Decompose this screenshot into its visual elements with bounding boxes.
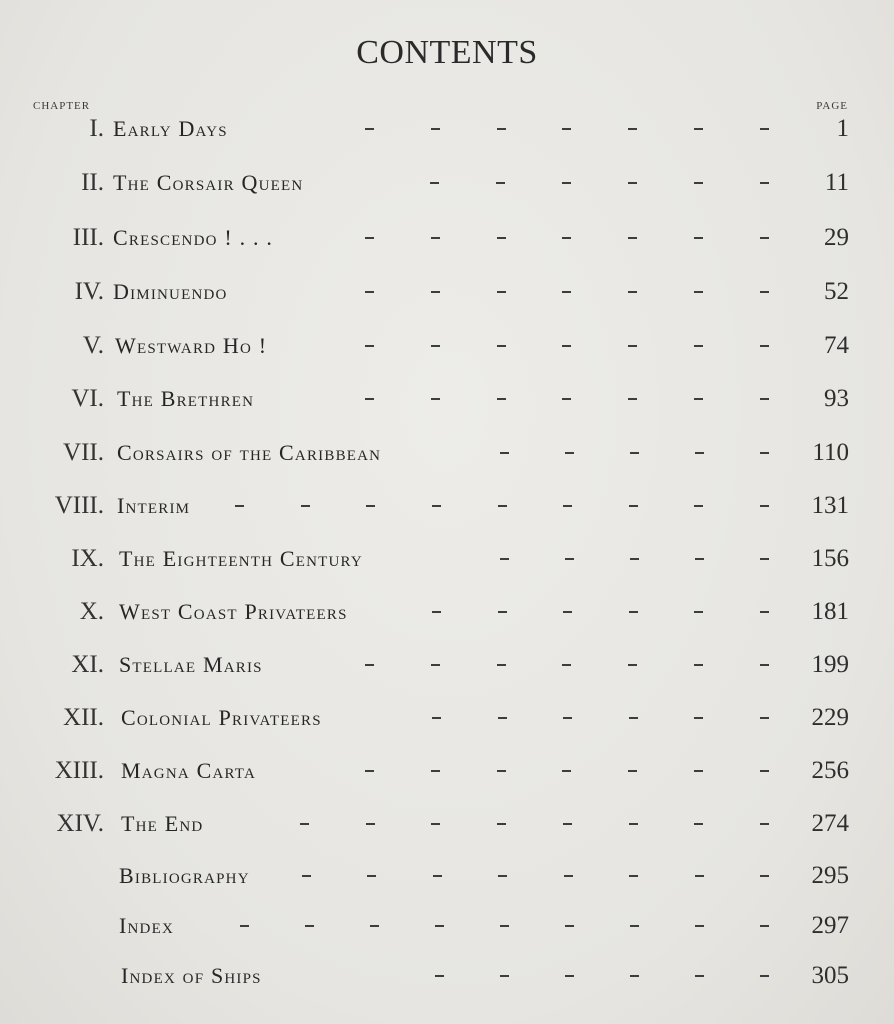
leader-dash bbox=[694, 770, 703, 772]
leader-dash bbox=[695, 875, 704, 877]
page-number: 156 bbox=[811, 545, 849, 572]
leader-dash bbox=[695, 975, 704, 977]
toc-entry bbox=[0, 276, 894, 316]
leader-dash bbox=[760, 237, 769, 239]
leader-dash bbox=[760, 452, 769, 454]
dot-leaders bbox=[432, 702, 769, 734]
page-number: 1 bbox=[836, 115, 849, 142]
chapter-numeral: X. bbox=[79, 598, 104, 625]
page-number: 29 bbox=[824, 224, 849, 251]
leader-dash bbox=[628, 182, 637, 184]
leader-dash bbox=[760, 398, 769, 400]
leader-dash bbox=[694, 291, 703, 293]
leader-dash bbox=[365, 128, 374, 130]
chapter-numeral: XIV. bbox=[56, 810, 104, 837]
dot-leaders bbox=[240, 910, 769, 942]
leader-dash bbox=[500, 925, 509, 927]
leader-dash bbox=[500, 558, 509, 560]
dot-leaders bbox=[365, 383, 769, 415]
leader-dash bbox=[500, 452, 509, 454]
leader-dash bbox=[562, 345, 571, 347]
leader-dash bbox=[498, 611, 507, 613]
leader-dash bbox=[630, 558, 639, 560]
page-number: 131 bbox=[811, 492, 849, 519]
leader-dash bbox=[628, 345, 637, 347]
leader-dash bbox=[760, 128, 769, 130]
leader-dash bbox=[565, 558, 574, 560]
leader-dash bbox=[430, 182, 439, 184]
leader-dash bbox=[365, 770, 374, 772]
leader-dash bbox=[629, 505, 638, 507]
leader-dash bbox=[497, 823, 506, 825]
leader-dash bbox=[629, 823, 638, 825]
leader-dash bbox=[240, 925, 249, 927]
chapter-numeral: III. bbox=[72, 224, 104, 251]
leader-dash bbox=[760, 345, 769, 347]
leader-dash bbox=[563, 717, 572, 719]
page-number: 295 bbox=[811, 862, 849, 889]
leader-dash bbox=[562, 182, 571, 184]
entry-title: Crescendo ! . . . bbox=[113, 225, 274, 250]
leader-dash bbox=[760, 664, 769, 666]
dot-leaders bbox=[235, 490, 769, 522]
dot-leaders bbox=[365, 113, 769, 145]
leader-dash bbox=[564, 875, 573, 877]
leader-dash bbox=[760, 505, 769, 507]
leader-dash bbox=[760, 925, 769, 927]
leader-dash bbox=[629, 717, 638, 719]
page-number: 229 bbox=[811, 704, 849, 731]
leader-dash bbox=[694, 398, 703, 400]
page-number: 274 bbox=[811, 810, 849, 837]
dot-leaders bbox=[500, 437, 769, 469]
leader-dash bbox=[498, 505, 507, 507]
page-number: 93 bbox=[824, 385, 849, 412]
leader-dash bbox=[562, 237, 571, 239]
page-title: CONTENTS bbox=[356, 34, 538, 71]
chapter-numeral: XII. bbox=[63, 704, 104, 731]
leader-dash bbox=[629, 611, 638, 613]
leader-dash bbox=[497, 664, 506, 666]
dot-leaders bbox=[365, 330, 769, 362]
chapter-numeral: XI. bbox=[71, 651, 104, 678]
leader-dash bbox=[628, 128, 637, 130]
toc-entry bbox=[0, 490, 894, 530]
leader-dash bbox=[562, 128, 571, 130]
toc-entry bbox=[0, 543, 894, 583]
leader-dash bbox=[562, 664, 571, 666]
leader-dash bbox=[432, 505, 441, 507]
leader-dash bbox=[497, 237, 506, 239]
leader-dash bbox=[694, 611, 703, 613]
chapter-numeral: IV. bbox=[74, 278, 104, 305]
leader-dash bbox=[760, 875, 769, 877]
page-number: 297 bbox=[811, 912, 849, 939]
entry-title: The Corsair Queen bbox=[113, 170, 304, 195]
leader-dash bbox=[694, 717, 703, 719]
entry-title: Index bbox=[119, 913, 174, 938]
leader-dash bbox=[431, 823, 440, 825]
leader-dash bbox=[694, 823, 703, 825]
toc-entry bbox=[0, 808, 894, 848]
leader-dash bbox=[760, 182, 769, 184]
leader-dash bbox=[630, 975, 639, 977]
dot-leaders bbox=[365, 276, 769, 308]
page-number: 181 bbox=[811, 598, 849, 625]
leader-dash bbox=[630, 925, 639, 927]
leader-dash bbox=[694, 664, 703, 666]
entry-title: Early Days bbox=[113, 116, 228, 141]
leader-dash bbox=[563, 611, 572, 613]
leader-dash bbox=[628, 291, 637, 293]
leader-dash bbox=[562, 398, 571, 400]
leader-dash bbox=[431, 291, 440, 293]
entry-title: Westward Ho ! bbox=[115, 333, 268, 358]
entry-title: The Eighteenth Century bbox=[119, 546, 363, 571]
leader-dash bbox=[694, 505, 703, 507]
leader-dash bbox=[562, 770, 571, 772]
leader-dash bbox=[431, 128, 440, 130]
leader-dash bbox=[628, 237, 637, 239]
leader-dash bbox=[695, 452, 704, 454]
toc-entry bbox=[0, 383, 894, 423]
leader-dash bbox=[497, 345, 506, 347]
toc-entry bbox=[0, 960, 894, 1000]
dot-leaders bbox=[435, 960, 769, 992]
page-number: 74 bbox=[824, 332, 849, 359]
leader-dash bbox=[365, 237, 374, 239]
leader-dash bbox=[628, 770, 637, 772]
leader-dash bbox=[694, 128, 703, 130]
leader-dash bbox=[302, 875, 311, 877]
chapter-numeral: VII. bbox=[63, 439, 104, 466]
chapter-numeral: XIII. bbox=[54, 757, 104, 784]
leader-dash bbox=[305, 925, 314, 927]
leader-dash bbox=[432, 611, 441, 613]
chapter-numeral: VIII. bbox=[54, 492, 104, 519]
page-number: 199 bbox=[811, 651, 849, 678]
entry-title: Stellae Maris bbox=[119, 652, 263, 677]
leader-dash bbox=[433, 875, 442, 877]
entry-title: Magna Carta bbox=[121, 758, 256, 783]
leader-dash bbox=[496, 182, 505, 184]
toc-entry bbox=[0, 437, 894, 477]
chapter-numeral: V. bbox=[82, 332, 104, 359]
leader-dash bbox=[630, 452, 639, 454]
chapter-numeral: II. bbox=[81, 169, 104, 196]
leader-dash bbox=[694, 237, 703, 239]
leader-dash bbox=[694, 345, 703, 347]
entry-title: Index of Ships bbox=[121, 963, 262, 988]
entry-title: Diminuendo bbox=[113, 279, 228, 304]
leader-dash bbox=[629, 875, 638, 877]
entry-title: Bibliography bbox=[119, 863, 250, 888]
entry-title: The End bbox=[121, 811, 204, 836]
leader-dash bbox=[628, 664, 637, 666]
toc-entry bbox=[0, 910, 894, 950]
leader-dash bbox=[431, 345, 440, 347]
leader-dash bbox=[365, 345, 374, 347]
page-number: 52 bbox=[824, 278, 849, 305]
leader-dash bbox=[565, 452, 574, 454]
toc-entry bbox=[0, 113, 894, 153]
leader-dash bbox=[497, 770, 506, 772]
entry-title: Corsairs of the Caribbean bbox=[117, 440, 382, 465]
dot-leaders bbox=[365, 222, 769, 254]
chapter-numeral: VI. bbox=[71, 385, 104, 412]
dot-leaders bbox=[365, 755, 769, 787]
chapter-numeral: I. bbox=[89, 115, 104, 142]
chapter-numeral: IX. bbox=[71, 545, 104, 572]
dot-leaders bbox=[300, 808, 769, 840]
leader-dash bbox=[365, 398, 374, 400]
dot-leaders bbox=[432, 596, 769, 628]
page-number: 11 bbox=[824, 169, 849, 196]
leader-dash bbox=[435, 975, 444, 977]
leader-dash bbox=[367, 875, 376, 877]
leader-dash bbox=[760, 975, 769, 977]
chapter-column-label: CHAPTER bbox=[33, 100, 91, 112]
dot-leaders bbox=[430, 167, 769, 199]
leader-dash bbox=[500, 975, 509, 977]
leader-dash bbox=[760, 611, 769, 613]
leader-dash bbox=[628, 398, 637, 400]
leader-dash bbox=[694, 182, 703, 184]
leader-dash bbox=[366, 505, 375, 507]
page-number: 305 bbox=[811, 962, 849, 989]
leader-dash bbox=[435, 925, 444, 927]
toc-entry bbox=[0, 222, 894, 262]
leader-dash bbox=[760, 291, 769, 293]
leader-dash bbox=[760, 770, 769, 772]
toc-entry bbox=[0, 755, 894, 795]
leader-dash bbox=[370, 925, 379, 927]
entry-title: West Coast Privateers bbox=[119, 599, 348, 624]
toc-entry bbox=[0, 330, 894, 370]
entry-title: The Brethren bbox=[117, 386, 255, 411]
leader-dash bbox=[497, 291, 506, 293]
leader-dash bbox=[498, 875, 507, 877]
leader-dash bbox=[760, 558, 769, 560]
dot-leaders bbox=[500, 543, 769, 575]
leader-dash bbox=[300, 823, 309, 825]
leader-dash bbox=[366, 823, 375, 825]
leader-dash bbox=[431, 237, 440, 239]
leader-dash bbox=[365, 664, 374, 666]
page-number: 110 bbox=[812, 439, 849, 466]
leader-dash bbox=[432, 717, 441, 719]
leader-dash bbox=[563, 505, 572, 507]
page-column-label: PAGE bbox=[816, 100, 848, 112]
leader-dash bbox=[563, 823, 572, 825]
leader-dash bbox=[565, 975, 574, 977]
entry-title: Colonial Privateers bbox=[121, 705, 322, 730]
leader-dash bbox=[760, 823, 769, 825]
leader-dash bbox=[431, 398, 440, 400]
dot-leaders bbox=[365, 649, 769, 681]
toc-entry bbox=[0, 702, 894, 742]
leader-dash bbox=[431, 664, 440, 666]
leader-dash bbox=[431, 770, 440, 772]
leader-dash bbox=[301, 505, 310, 507]
toc-entry bbox=[0, 860, 894, 900]
leader-dash bbox=[565, 925, 574, 927]
page-number: 256 bbox=[811, 757, 849, 784]
leader-dash bbox=[365, 291, 374, 293]
leader-dash bbox=[498, 717, 507, 719]
toc-entry bbox=[0, 167, 894, 207]
leader-dash bbox=[497, 398, 506, 400]
leader-dash bbox=[695, 558, 704, 560]
leader-dash bbox=[695, 925, 704, 927]
dot-leaders bbox=[302, 860, 769, 892]
leader-dash bbox=[235, 505, 244, 507]
entry-title: Interim bbox=[117, 493, 191, 518]
leader-dash bbox=[562, 291, 571, 293]
toc-entry bbox=[0, 596, 894, 636]
leader-dash bbox=[760, 717, 769, 719]
toc-entry bbox=[0, 649, 894, 689]
leader-dash bbox=[497, 128, 506, 130]
